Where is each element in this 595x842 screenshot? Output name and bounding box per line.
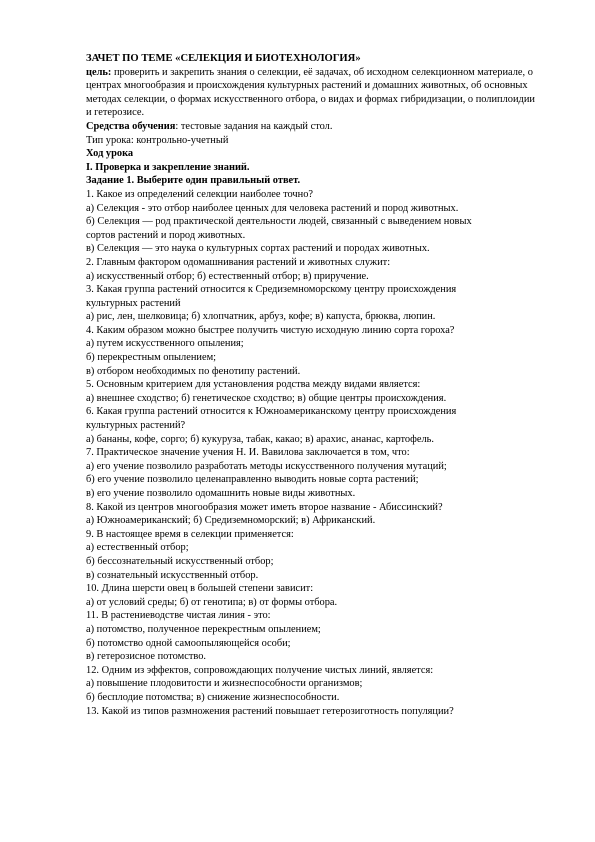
text-line: а) его учение позволило разработать методы искусственного получения мутаций;: [86, 460, 447, 472]
text-line: б) бесплодие потомства; в) снижение жизнеспособности.: [86, 691, 340, 703]
goal-text: проверить и закрепить знания о селекции, её задачах, об исходном селекционном материале, о центрах многообразия и происхождения культурных растений и домашних животных, об основных методах селекции, о формах искусственного отбора, о видах и формах гибридизации, о полиплоидии и гетерозисе.: [86, 66, 535, 119]
text-line: а) искусственный отбор; б) естественный отбор; в) приручение.: [86, 270, 369, 282]
text-line: б) его учение позволило целенаправленно выводить новые сорта растений;: [86, 474, 419, 486]
lesson-type: Тип урока: контрольно-учетный: [86, 134, 229, 146]
goal-label: цель:: [86, 66, 112, 78]
text-line: б) потомство одной самоопыляющейся особи;: [86, 637, 291, 649]
text-line: в) его учение позволило одомашнить новые виды животных.: [86, 488, 356, 499]
goal-paragraph: [86, 66, 538, 120]
text-line: а) естественный отбор;: [86, 542, 189, 554]
text-line: в) гетерозисное потомство.: [86, 651, 206, 663]
text-line: а) Селекция - это отбор наиболее ценных для человека растений и пород животных.: [86, 202, 459, 214]
means-text: : тестовые задания на каждый стол.: [175, 120, 333, 132]
text-line: а) от условий среды; б) от генотипа; в) от формы отбора.: [86, 596, 338, 608]
text-line: в) сознательный искусственный отбор.: [86, 569, 259, 581]
text-line: в) Селекция — это наука о культурных сортах растений и породах животных.: [86, 243, 430, 255]
text-line: 1. Какое из определений селекции наиболее точно?: [86, 188, 313, 200]
text-line: а) внешнее сходство; б) генетическое сходство; в) общие центры происхождения.: [86, 392, 447, 404]
text-line: 3. Какая группа растений относится к Средиземноморскому центру происхождения: [86, 284, 457, 296]
text-line: а) бананы, кофе, сорго; б) кукуруза, табак, какао; в) арахис, ананас, картофель.: [86, 433, 434, 445]
text-line: а) потомство, полученное перекрестным опылением;: [86, 623, 321, 635]
text-line: 5. Основным критерием для установления родства между видами является:: [86, 379, 421, 391]
text-line: б) бессознательный искусственный отбор;: [86, 555, 274, 567]
text-line: культурных растений: [86, 297, 181, 309]
text-line: а) путем искусственного опыления;: [86, 338, 244, 350]
document-title: ЗАЧЕТ ПО ТЕМЕ «СЕЛЕКЦИЯ И БИОТЕХНОЛОГИЯ»: [86, 53, 361, 64]
text-line: а) повышение плодовитости и жизнеспособности организмов;: [86, 678, 363, 690]
text-line: 12. Одним из эффектов, сопровождающих получение чистых линий, является:: [86, 664, 434, 676]
text-line: 2. Главным фактором одомашнивания растений и животных служит:: [86, 256, 391, 268]
text-line: 6. Какая группа растений относится к Южноамериканскому центру происхождения: [86, 406, 457, 418]
text-line: б) перекрестным опылением;: [86, 352, 217, 364]
document-content: [86, 52, 538, 718]
text-line: в) отбором необходимых по фенотипу растений.: [86, 365, 301, 377]
text-line: 13. Какой из типов размножения растений повышает гетерозиготность популяции?: [86, 705, 454, 717]
text-line: 7. Практическое значение учения Н. И. Вавилова заключается в том, что:: [86, 447, 410, 459]
text-line: 9. В настоящее время в селекции применяется:: [86, 528, 294, 540]
text-line: 11. В растениеводстве чистая линия - это:: [86, 610, 271, 622]
text-line: 8. Какой из центров многообразия может иметь второе название - Абиссинский?: [86, 501, 443, 513]
lesson-course-heading: Ход урока: [86, 148, 134, 160]
means-label: Средства обучения: [86, 120, 176, 132]
text-line: а) Южноамериканский; б) Средиземноморский; в) Африканский.: [86, 515, 376, 527]
text-line: б) Селекция — род практической деятельности людей, связанный с выведением новых: [86, 216, 472, 228]
question-list: [86, 188, 538, 718]
text-line: сортов растений и пород животных.: [86, 229, 246, 241]
text-line: культурных растений?: [86, 420, 186, 432]
task-heading: Задание 1. Выберите один правильный ответ.: [86, 175, 301, 187]
section-heading: I. Проверка и закрепление знаний.: [86, 161, 250, 173]
text-line: 4. Каким образом можно быстрее получить чистую исходную линию сорта гороха?: [86, 324, 455, 336]
means-paragraph: [86, 120, 538, 134]
text-line: 10. Длина шерсти овец в большей степени зависит:: [86, 583, 314, 595]
text-line: а) рис, лен, шелковица; б) хлопчатник, арбуз, кофе; в) капуста, брюква, люпин.: [86, 311, 436, 323]
